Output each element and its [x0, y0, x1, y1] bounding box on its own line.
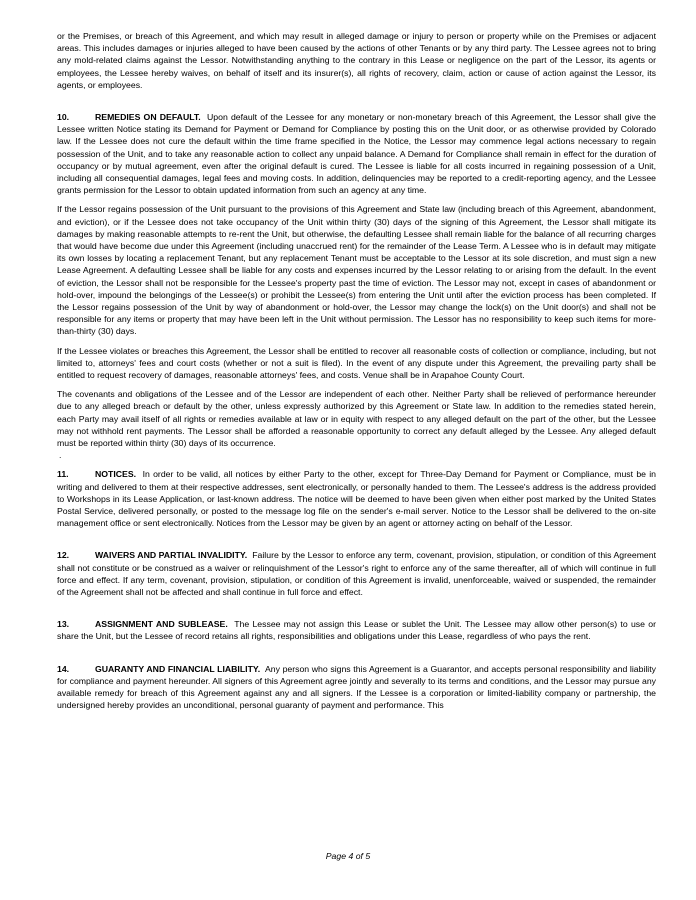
section-10-paragraph-3: If the Lessee violates or breaches this Agreement, the Lessor shall be entitled to recover all reasonable costs of collection or compliance, including, but not limited to, attorneys' fees and court costs (whether or not a suit is filed). In the event of any dispute under this Agreement, the prevailing party shall be entitled to request recovery of damages, reasonable attorneys' fees, and costs. Venue shall be in Arapahoe County Court.: [57, 345, 656, 381]
document-body: [57, 30, 656, 711]
section-12-heading: WAIVERS AND PARTIAL INVALIDITY.: [95, 550, 248, 561]
section-14-heading: GUARANTY AND FINANCIAL LIABILITY.: [95, 663, 261, 674]
section-11-text: In order to be valid, all notices by either Party to the other, except for Three-Day Demand for Payment or Compliance, must be in writing and delivered to them at their respective addresses, sent electronically, or personally handed to them. The Lessee's address is the address provided to Workshops in its Lease Application, or last-known address. The notice will be deemed to have been given when either post marked by the United States Postal Service, delivered personally, or posted to the message log file on the sender's e-mail server. Notice to the Lessor shall be delivered to the on-site management office or sent electronically. Notices from the Lessor may be given by an agent or attorney acting on behalf of the Lessor.: [57, 469, 657, 529]
section-13-heading: ASSIGNMENT AND SUBLEASE.: [95, 619, 228, 630]
section-12-paragraph: [57, 549, 656, 598]
section-10-heading: REMEDIES ON DEFAULT.: [95, 112, 201, 123]
section-10-paragraph-4: The covenants and obligations of the Lessee and of the Lessor are independent of each other. Neither Party shall be relieved of performance hereunder due to any alleged breach or default by the other, unless expressly authorized by this Agreement or State law. In addition to the remedies stated herein, each Party may avail itself of all rights or remedies available at law or in equity with respect to any alleged default on the part of the other, but the Lessee may not withhold rent payments. The Lessor shall be afforded a reasonable opportunity to correct any default alleged by the Lessee. Any alleged default must be reported within thirty (30) days of its occurrence.: [57, 389, 656, 449]
section-12-text: Failure by the Lessor to enforce any term, covenant, provision, stipulation, or condition of this Agreement shall not constitute or be construed as a waiver or relinquishment of the Lessor's right to enforce any of the same thereafter, all of which will continue in full force and effect. If any term, covenant, provision, stipulation, or condition of this Agreement is invalid, unenforceable, waived or suspended, the remainder of the Agreement shall not be affected and shall continue in full force and effect.: [57, 550, 657, 597]
section-13-number: 13.: [57, 619, 70, 630]
section-11-heading: NOTICES.: [95, 469, 137, 480]
page-number-footer: Page 4 of 5: [325, 851, 371, 861]
section-10-text: Upon default of the Lessee for any monetary or non-monetary breach of this Agreement, the Lessor shall give the Lessee written Notice stating its Demand for Payment or Demand for Compliance by posting this on the Unit door, or as otherwise provided by Colorado law. If the Lessee does not cure the default within the time frame specified in the Notice, the Lessor may commence legal actions necessary to regain possession of the Unit, and to take any reasonable action to collect any unpaid balance. A Demand for Compliance shall remain in effect for the duration of occupancy or by mutual agreement, even after the original default is cured. The Lessee is liable for all costs incurred in regaining possession of a Unit, including all consequential damages, legal fees and moving costs. In addition, delinquencies may be reported to a credit-reporting agency, and the Lessee grants permission for the Lessor to obtain updated information from such an agency at any time.: [57, 112, 656, 196]
section-14-text: Any person who signs this Agreement is a Guarantor, and accepts personal responsibility and liability for compliance and payment hereunder. All signers of this Agreement agree jointly and severally to its terms and conditions, and the Lessor may pursue any available remedy for breach of this Agreement against any and all signers. If the Lessee is a corporation or limited-liability company or partnership, the undersigned hereby provides an unconditional, personal guaranty of payment and performance. This: [57, 663, 656, 711]
stray-mark: .: [59, 450, 62, 461]
section-11-number: 11.: [57, 469, 69, 480]
section-10-number: 10.: [57, 112, 70, 123]
section-11-paragraph: [57, 468, 656, 529]
section-14-paragraph: [57, 663, 656, 712]
section-14-number: 14.: [57, 663, 70, 674]
section-13-text: The Lessee may not assign this Lease or sublet the Unit. The Lessee may allow other person(s) to use or share the Unit, but the Lessee of record retains all rights, responsibilities and obligations under this Lease, regardless of who pays the rent.: [57, 619, 657, 642]
section-10-paragraph-1: [57, 111, 656, 196]
section-13-paragraph: [57, 618, 656, 642]
intro-paragraph: or the Premises, or breach of this Agreement, and which may result in alleged damage or injury to person or property while on the Premises or adjacent areas. This includes damages or injuries alleged to have been caused by the actions of other Tenants or by any third party. The Lessee agrees not to bring any mold-related claims against the Lessor. Notwithstanding anything to the contrary in this Lease or negligence on the part of the Lessor, its agents or employees, the Lessee hereby waives, on behalf of itself and its insurer(s), all rights of recovery, claim, action or cause of action against the Lessor, its agents, or employees.: [57, 31, 656, 90]
section-12-number: 12.: [57, 550, 70, 561]
section-10-paragraph-2: If the Lessor regains possession of the Unit pursuant to the provisions of this Agreement and State law (including breach of this Agreement, abandonment, and eviction), or if the Lessee does not take occupancy of the Unit within thirty (30) days of the signing of this Agreement, the Lessor shall mitigate its damages by making reasonable attempts to re-rent the Unit, but otherwise, the defaulting Lessee shall remain liable for the balance of all recurring charges that would have become due under this Agreement (including unaccrued rent) for the remainder of the Lease Term. A Lessee who is in default may mitigate its own losses by locating a replacement Tenant, but any replacement Tenant must be acceptable to the Lessor at its sole discretion, and must sign a new Lease Agreement. A defaulting Lessee shall be liable for any costs and expenses incurred by the Lessor relating to or arising from the default. In the event of eviction, the Lessor shall not be responsible for the Lessee's property past the time of eviction. The Lessor may not, except in cases of abandonment or hold-over, impound the belongings of the Lessee(s) or prohibit the Lessee(s) from entering the Unit until after the eviction process has been completed. If the Lessor regains possession of the Unit by way of abandonment or hold-over, the Lessor may change the lock(s) on the Unit door(s) and shall not be responsible for any items or property that may have been left in the Unit without permission. The Lessor has no responsibility to keep such items for more-than-thirty (30) days.: [57, 204, 656, 337]
